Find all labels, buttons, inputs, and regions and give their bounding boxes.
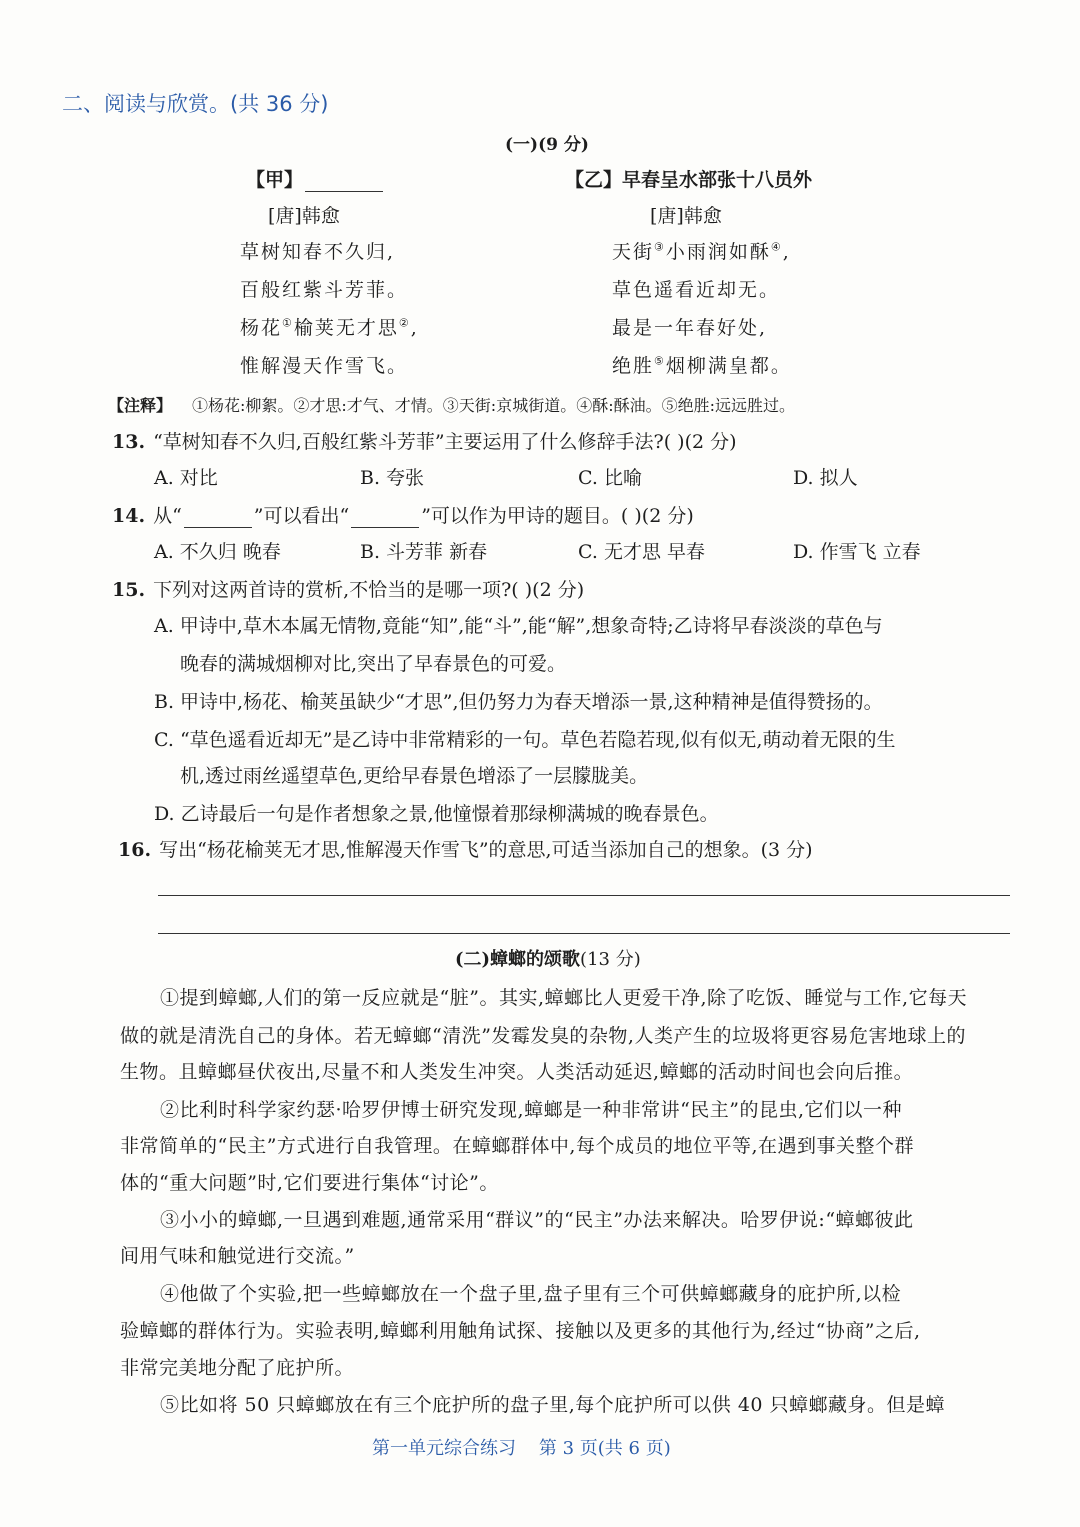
paragraph-3-line-2: 间用气味和触觉进行交流。” — [120, 1245, 355, 1267]
answer-line-1[interactable] — [158, 895, 1010, 896]
section-title: 二、阅读与欣赏。(共 36 分) — [62, 92, 329, 116]
poem-b-title: 【乙】早春呈水部张十八员外 — [565, 169, 813, 191]
q14-option-c: C. 无才思 早春 — [578, 541, 705, 563]
q14-blank-1 — [184, 527, 252, 528]
part1-header: (一)(9 分) — [505, 135, 589, 155]
poem-a-line-4: 惟解漫天作雪飞。 — [240, 355, 409, 377]
poem-a-line-3: 杨花①榆荚无才思②, — [240, 316, 419, 339]
poem-a-title-blank — [305, 191, 383, 192]
paragraph-5-line-1: ⑤比如将 50 只蟑螂放在有三个庇护所的盘子里,每个庇护所可以供 40 只蟑螂藏身。但是蟑 — [160, 1394, 946, 1416]
paragraph-4-line-2: 验蟑螂的群体行为。实验表明,蟑螂利用触角试探、接触以及更多的其他行为,经过“协商”之后, — [120, 1320, 921, 1342]
answer-line-2[interactable] — [158, 933, 1010, 934]
paragraph-2-line-3: 体的“重大问题”时,它们要进行集体“讨论”。 — [120, 1172, 499, 1194]
poem-b-line-1: 天街③小雨润如酥④, — [612, 240, 791, 263]
paragraph-2-line-2: 非常简单的“民主”方式进行自我管理。在蟑螂群体中,每个成员的地位平等,在遇到事关整个群 — [120, 1135, 915, 1157]
q14-option-d: D. 作雪飞 立春 — [793, 541, 921, 563]
question-16: 16. 写出“杨花榆荚无才思,惟解漫天作雪飞”的意思,可适当添加自己的想象。(3 分) — [118, 839, 813, 861]
poem-b-author: [唐]韩愈 — [650, 205, 722, 227]
poem-b-line-4: 绝胜⑤烟柳满皇都。 — [612, 354, 792, 377]
q15-option-c-line-1: C. “草色遥看近却无”是乙诗中非常精彩的一句。草色若隐若现,似有似无,萌动着无限的生 — [154, 729, 896, 751]
q14-option-b: B. 斗芳菲 新春 — [360, 541, 488, 563]
poem-a-line-1: 草树知春不久归, — [240, 241, 396, 263]
poem-a-label: 【甲】 — [246, 165, 385, 192]
paragraph-1-line-2: 做的就是清洗自己的身体。若无蟑螂“清洗”发霉发臭的杂物,人类产生的垃圾将更容易危害地球上的 — [120, 1025, 966, 1047]
paragraph-2-line-1: ②比利时科学家约瑟·哈罗伊博士研究发现,蟑螂是一种非常讲“民主”的昆虫,它们以一种 — [160, 1099, 903, 1121]
q15-option-a-line-2: 晚春的满城烟柳对比,突出了早春景色的可爱。 — [180, 653, 567, 675]
poem-a-author: [唐]韩愈 — [268, 205, 340, 227]
q15-option-c-line-2: 机,透过雨丝遥望草色,更给早春景色增添了一层朦胧美。 — [180, 765, 649, 787]
annotations: 【注释】 ①杨花:柳絮。②才思:才气、才情。③天街:京城街道。④酥:酥油。⑤绝胜:远远胜过。 — [108, 396, 795, 415]
paragraph-1-line-3: 生物。且蟑螂昼伏夜出,尽量不和人类发生冲突。人类活动延迟,蟑螂的活动时间也会向后推。 — [120, 1061, 914, 1083]
q14-option-a: A. 不久归 晚春 — [154, 541, 281, 563]
q15-option-b: B. 甲诗中,杨花、榆荚虽缺少“才思”,但仍努力为春天增添一景,这种精神是值得赞扬的。 — [154, 691, 883, 713]
poem-b-line-2: 草色遥看近却无。 — [612, 279, 781, 301]
paragraph-4-line-3: 非常完美地分配了庇护所。 — [120, 1357, 355, 1379]
question-13: 13. “草树知春不久归,百般红紫斗芳菲”主要运用了什么修辞手法?( )(2 分) — [112, 431, 737, 453]
question-15: 15. 下列对这两首诗的赏析,不恰当的是哪一项?( )(2 分) — [112, 579, 585, 601]
question-14: 14. 从“ ”可以看出“ ”可以作为甲诗的题目。( )(2 分) — [112, 505, 694, 527]
poem-b-line-3: 最是一年春好处, — [612, 317, 768, 339]
part2-header: (二)蟑螂的颂歌(13 分) — [455, 949, 641, 970]
q13-option-a: A. 对比 — [154, 467, 218, 489]
paragraph-4-line-1: ④他做了个实验,把一些蟑螂放在一个盘子里,盘子里有三个可供蟑螂藏身的庇护所,以检 — [160, 1283, 902, 1305]
paragraph-1-line-1: ①提到蟑螂,人们的第一反应就是“脏”。其实,蟑螂比人更爱干净,除了吃饭、睡觉与工作,它每天 — [160, 987, 968, 1009]
q15-option-d: D. 乙诗最后一句是作者想象之景,他憧憬着那绿柳满城的晚春景色。 — [154, 803, 719, 825]
poem-a-line-2: 百般红紫斗芳菲。 — [240, 279, 409, 301]
q13-option-c: C. 比喻 — [578, 467, 642, 489]
q15-option-a-line-1: A. 甲诗中,草木本属无情物,竟能“知”,能“斗”,能“解”,想象奇特;乙诗将早春淡淡的草色与 — [154, 615, 883, 637]
paragraph-3-line-1: ③小小的蟑螂,一旦遇到难题,通常采用“群议”的“民主”办法来解决。哈罗伊说:“蟑螂彼此 — [160, 1209, 914, 1231]
q13-option-b: B. 夸张 — [360, 467, 425, 489]
q13-option-d: D. 拟人 — [793, 467, 858, 489]
page-footer: 第一单元综合练习 第 3 页(共 6 页) — [372, 1438, 671, 1459]
q14-blank-2 — [351, 527, 419, 528]
